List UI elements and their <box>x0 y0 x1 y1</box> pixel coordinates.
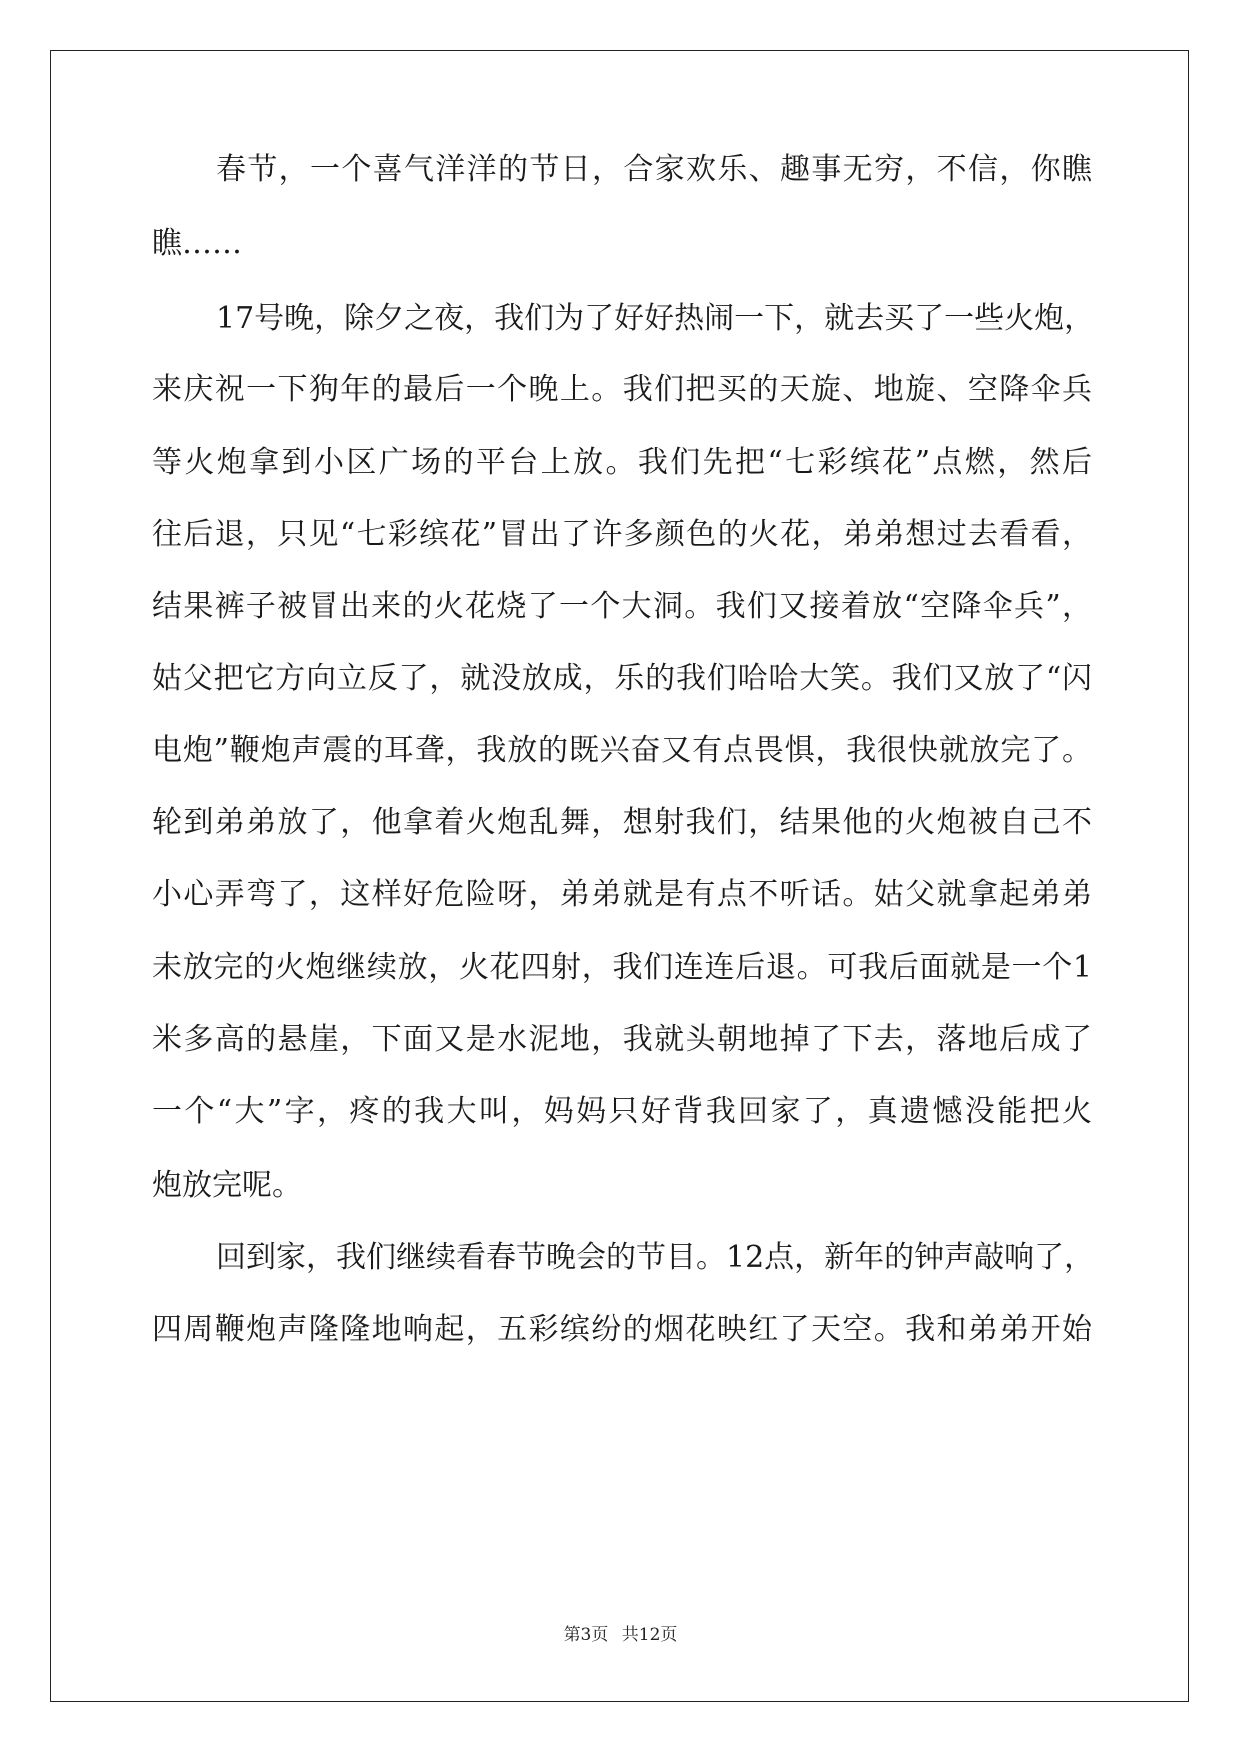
paragraph-line: 四周鞭炮声隆隆地响起，五彩缤纷的烟花映红了天空。我和弟弟开始 <box>152 1312 1092 1347</box>
paragraph-line: 回到家，我们继续看春节晚会的节目。12点，新年的钟声敲响了， <box>216 1240 1095 1275</box>
paragraph-line: 一个“大”字，疼的我大叫，妈妈只好背我回家了，真遗憾没能把火 <box>152 1094 1092 1129</box>
page-footer <box>0 1620 1241 1645</box>
paragraph-line: 瞧…… <box>152 226 242 261</box>
paragraph-line: 米多高的悬崖，下面又是水泥地，我就头朝地掉了下去，落地后成了 <box>152 1022 1092 1057</box>
paragraph-line: 炮放完呢。 <box>152 1168 302 1203</box>
page-number: 第3页 <box>563 1625 609 1645</box>
paragraph-line: 等火炮拿到小区广场的平台上放。我们先把“七彩缤花”点燃，然后 <box>152 445 1092 480</box>
paragraph-line: 17号晚，除夕之夜，我们为了好好热闹一下，就去买了一些火炮， <box>216 301 1095 336</box>
paragraph-line: 电炮”鞭炮声震的耳聋，我放的既兴奋又有点畏惧，我很快就放完了。 <box>152 733 1092 768</box>
paragraph-line: 来庆祝一下狗年的最后一个晚上。我们把买的天旋、地旋、空降伞兵 <box>152 372 1092 407</box>
paragraph-line: 未放完的火炮继续放，火花四射，我们连连后退。可我后面就是一个1 <box>152 950 1092 985</box>
paragraph-line: 结果裤子被冒出来的火花烧了一个大洞。我们又接着放“空降伞兵”， <box>152 589 1092 624</box>
paragraph-line: 往后退，只见“七彩缤花”冒出了许多颜色的火花，弟弟想过去看看， <box>152 517 1092 552</box>
paragraph-line: 姑父把它方向立反了，就没放成，乐的我们哈哈大笑。我们又放了“闪 <box>152 661 1092 696</box>
paragraph-line: 小心弄弯了，这样好危险呀，弟弟就是有点不听话。姑父就拿起弟弟 <box>152 877 1092 912</box>
paragraph-line: 春节，一个喜气洋洋的节日，合家欢乐、趣事无穷，不信，你瞧 <box>216 152 1092 187</box>
page-total: 共12页 <box>621 1625 678 1645</box>
paragraph-line: 轮到弟弟放了，他拿着火炮乱舞，想射我们，结果他的火炮被自己不 <box>152 805 1092 840</box>
